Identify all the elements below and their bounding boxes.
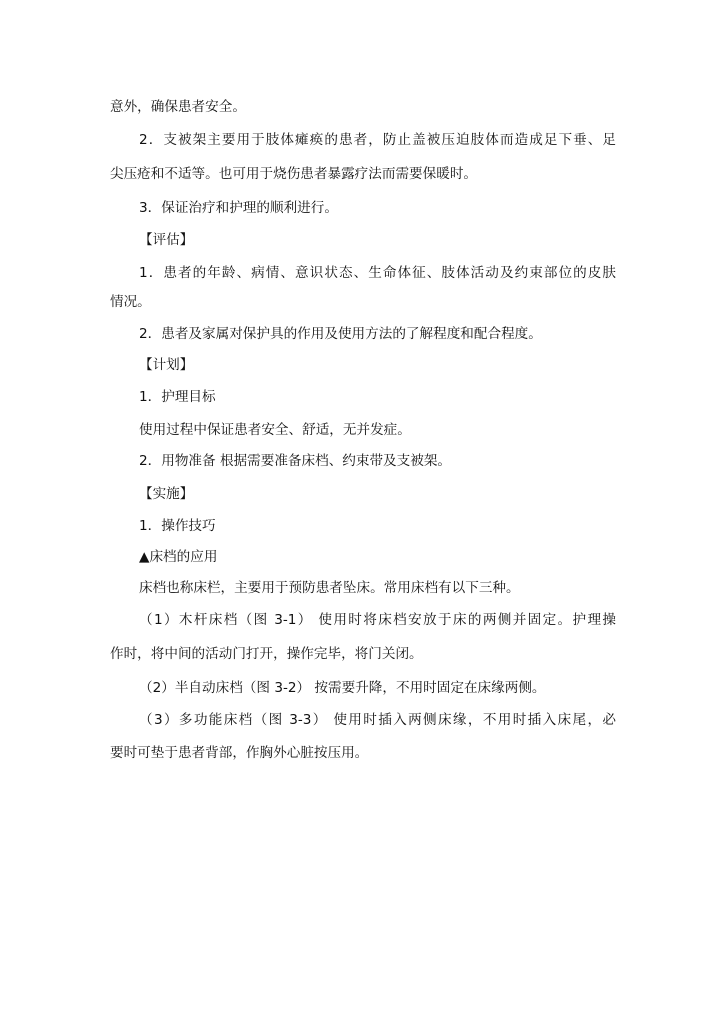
text-line: 情况。 <box>110 294 151 310</box>
section-heading-assessment: 【评估】 <box>139 232 194 248</box>
subheading-bed-rail: ▲床档的应用 <box>139 549 218 565</box>
text-line: 1．患者的年龄、病情、意识状态、生命体征、肢体活动及约束部位的皮肤 <box>139 265 616 281</box>
section-heading-implementation: 【实施】 <box>139 486 194 502</box>
text-line: 1．护理目标 <box>139 389 216 405</box>
text-line: 使用过程中保证患者安全、舒适，无并发症。 <box>139 422 411 438</box>
text-line: 尖压疮和不适等。也可用于烧伤患者暴露疗法而需要保暖时。 <box>110 166 478 182</box>
text-line: 床档也称床栏，主要用于预防患者坠床。常用床档有以下三种。 <box>139 580 520 596</box>
text-line: （1）木杆床档（图 3-1） 使用时将床档安放于床的两侧并固定。护理操 <box>139 612 616 628</box>
text-line: 要时可垫于患者背部，作胸外心脏按压用。 <box>110 745 369 761</box>
text-line: （3）多功能床档（图 3-3） 使用时插入两侧床缘，不用时插入床尾，必 <box>139 712 616 728</box>
text-line: 意外，确保患者安全。 <box>110 99 246 115</box>
text-line: 2．患者及家属对保护具的作用及使用方法的了解程度和配合程度。 <box>139 326 542 342</box>
text-line: 1．操作技巧 <box>139 518 216 534</box>
text-line: 2．用物准备 根据需要准备床档、约束带及支被架。 <box>139 453 452 469</box>
text-line: 作时，将中间的活动门打开，操作完毕，将门关闭。 <box>110 646 423 662</box>
text-line: 2．支被架主要用于肢体瘫痪的患者，防止盖被压迫肢体而造成足下垂、足 <box>139 132 616 148</box>
section-heading-plan: 【计划】 <box>139 357 194 373</box>
text-line: （2）半自动床档（图 3-2） 按需要升降，不用时固定在床缘两侧。 <box>139 680 546 696</box>
text-line: 3．保证治疗和护理的顺利进行。 <box>139 200 338 216</box>
